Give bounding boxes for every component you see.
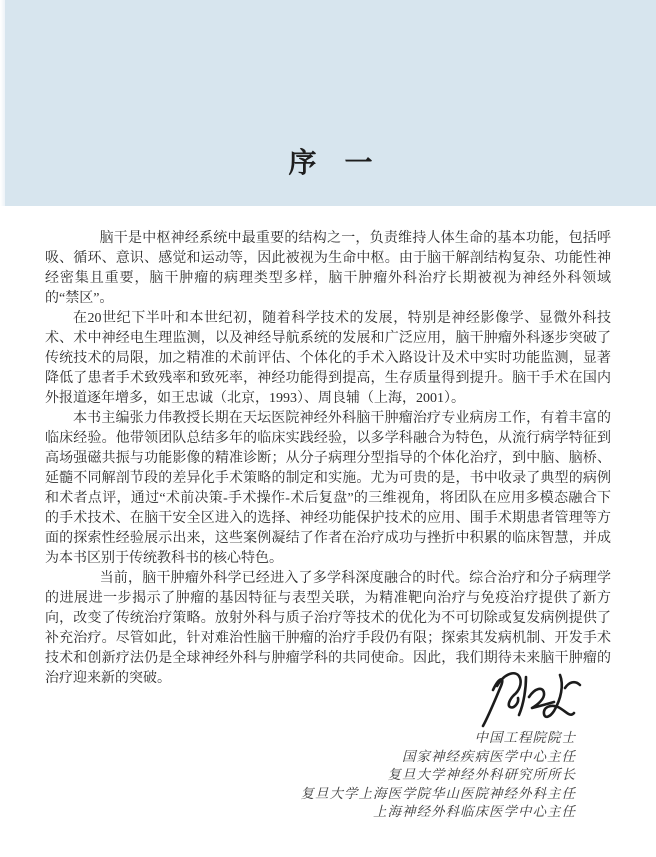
credential-line: 上海神经外科临床医学中心主任 <box>373 804 576 820</box>
page-title: 序 一 <box>288 148 373 179</box>
paragraph: 在20世纪下半叶和本世纪初，随着科学技术的发展，特别是神经影像学、显微外科技术、术中神经电生理监测，以及神经导航系统的发展和广泛应用，脑干肿瘤外科逐步突破了传统技术的局限，加之精准的术前评估、个体化的手术入路设计及术中实时功能监测，显著降低了患者手术致残率和致死率，神经功能得到提高，生存质量得到提升。脑干手术在国内外报道逐年增多，如王忠诚（北京，1993）、周良辅（上海，2001）。 <box>45 311 611 406</box>
credential-line: 国家神经疾病医学中心主任 <box>402 748 576 764</box>
preface-text <box>45 229 611 689</box>
paragraphs <box>45 229 611 689</box>
credential-line: 中国工程院院士 <box>474 730 576 745</box>
credential-line: 复旦大学神经外科研究所所长 <box>387 767 576 783</box>
paragraph: 本书主编张力伟教授长期在天坛医院神经外科脑干肿瘤治疗专业病房工作，有着丰富的临床经验。他带领团队总结多年的临床实践经验，以多学科融合为特色，从流行病学特征到高场强磁共振与功能影像的精准诊断；从分子病理分型指导的个体化治疗，到中脑、脑桥、延髓不同解剖节段的差异化手术策略的制定和实施。尤为可贵的是，书中收录了典型的病例和术者点评，通过“术前决策-手术操作-术后复盘”的三维视角，将团队在应用多模态融合下的手术技术、在脑干安全区进入的选择、神经功能保护技术的应用、围手术期患者管理等方面的探索性经验展示出来，这些案例凝结了作者在治疗成功与挫折中积累的临床智慧，并成为本书区别于传统教科书的核心特色。 <box>45 411 611 566</box>
signature-icon <box>477 668 587 732</box>
paragraph: 当前，脑干肿瘤外科学已经进入了多学科深度融合的时代。综合治疗和分子病理学的进展进一步揭示了肿瘤的基因特征与表型关联，为精准靶向治疗与免疫治疗提供了新方向，改变了传统治疗策略。放射外科与质子治疗等技术的优化为不可切除或复发病例提供了补充治疗。尽管如此，针对难治性脑干肿瘤的治疗手段仍有限；探索其发病机制、开发手术技术和创新疗法仍是全球神经外科与肿瘤学科的共同使命。因此，我们期待未来脑干肿瘤的治疗迎来新的突破。 <box>45 571 611 686</box>
credential-line: 复旦大学上海医学院华山医院神经外科主任 <box>300 785 576 801</box>
credentials <box>301 729 577 822</box>
paragraph: 脑干是中枢神经系统中最重要的结构之一，负责维持人体生命的基本功能，包括呼吸、循环、意识、感觉和运动等，因此被视为生命中枢。由于脑干解剖结构复杂、功能性神经密集且重要，脑干肿瘤的病理类型多样，脑干肿瘤外科治疗长期被视为神经外科领域的“禁区”。 <box>45 231 611 306</box>
header-band <box>5 0 656 206</box>
